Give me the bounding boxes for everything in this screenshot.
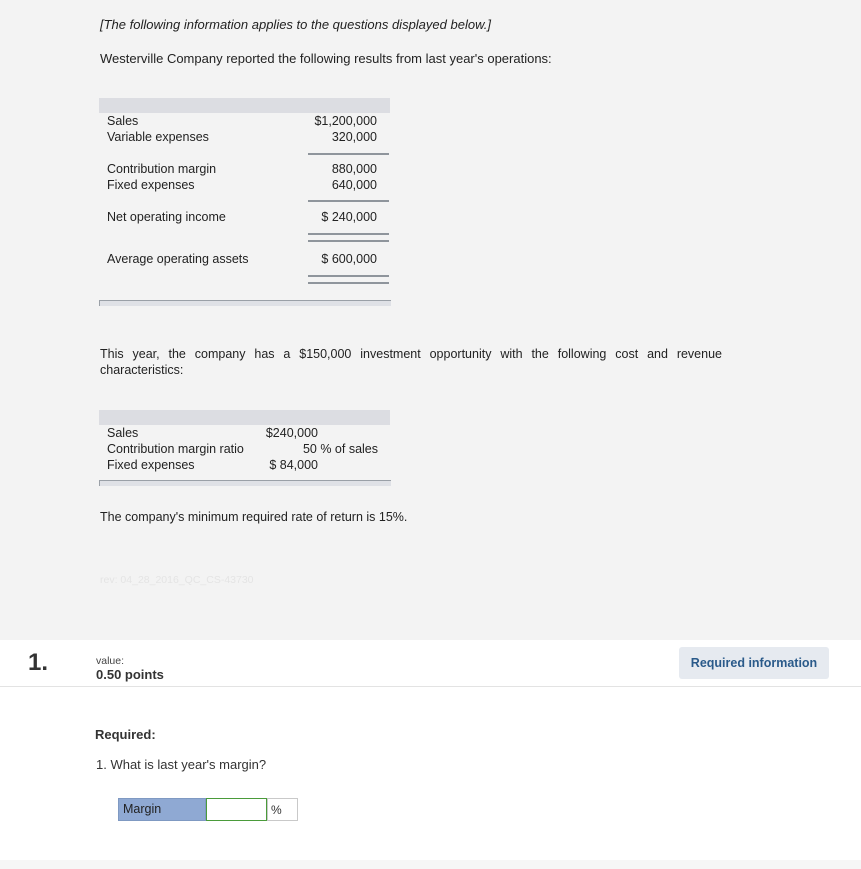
table1-footer	[99, 300, 391, 306]
table2-value-fixed-expenses: $ 84,000	[269, 458, 318, 472]
value-label: value:	[96, 655, 125, 667]
lead-text: Westerville Company reported the following results from last year's operations:	[100, 51, 552, 66]
margin-answer-label: Margin	[118, 798, 206, 821]
table2-footer	[99, 480, 391, 486]
table2-label-fixed-expenses: Fixed expenses	[107, 458, 195, 472]
subtotal-rule	[308, 200, 389, 202]
table2-label-contribution-margin-ratio: Contribution margin ratio	[107, 442, 244, 456]
question-prompt: 1. What is last year's margin?	[96, 757, 267, 772]
table2-value-contribution-margin-ratio: 50 % of sales	[302, 442, 378, 456]
percent-unit: %	[267, 798, 298, 821]
double-rule	[308, 240, 389, 242]
minimum-rate-text: The company's minimum required rate of return is 15%.	[100, 510, 408, 524]
table1-label-sales: Sales	[107, 114, 139, 128]
table1-label-fixed-expenses: Fixed expenses	[107, 178, 195, 192]
subtotal-rule	[308, 153, 389, 155]
double-rule	[308, 282, 389, 284]
table1-value-sales: $1,200,000	[314, 114, 377, 128]
margin-answer-input[interactable]	[206, 798, 267, 821]
table1-label-contribution-margin: Contribution margin	[107, 162, 217, 176]
required-heading: Required:	[95, 727, 156, 742]
table2-header	[99, 410, 390, 425]
table1-label-average-operating-assets: Average operating assets	[107, 252, 249, 266]
required-information-button[interactable]: Required information	[679, 647, 829, 679]
investment-paragraph: This year, the company has a $150,000 investment opportunity with the following cost and revenue characteristics:	[100, 347, 722, 377]
question-divider	[0, 686, 861, 687]
intro-note: [The following information applies to the questions displayed below.]	[100, 17, 491, 32]
table1-header	[99, 98, 390, 113]
table1-value-contribution-margin: 880,000	[331, 162, 377, 176]
table1-label-variable-expenses: Variable expenses	[107, 130, 209, 144]
revision-watermark: rev: 04_28_2016_QC_CS-43730	[100, 574, 254, 586]
table1-value-variable-expenses: 320,000	[331, 130, 377, 144]
table2-value-sales: $240,000	[265, 426, 318, 440]
points-value: 0.50 points	[96, 667, 164, 682]
bottom-bar	[0, 860, 861, 869]
table1-value-fixed-expenses: 640,000	[331, 178, 377, 192]
table1-value-net-operating-income: $ 240,000	[321, 210, 377, 224]
table1-label-net-operating-income: Net operating income	[107, 210, 226, 224]
double-rule	[308, 275, 389, 277]
double-rule	[308, 233, 389, 235]
table2-label-sales: Sales	[107, 426, 139, 440]
table1-value-average-operating-assets: $ 600,000	[321, 252, 377, 266]
question-number: 1.	[28, 649, 49, 676]
